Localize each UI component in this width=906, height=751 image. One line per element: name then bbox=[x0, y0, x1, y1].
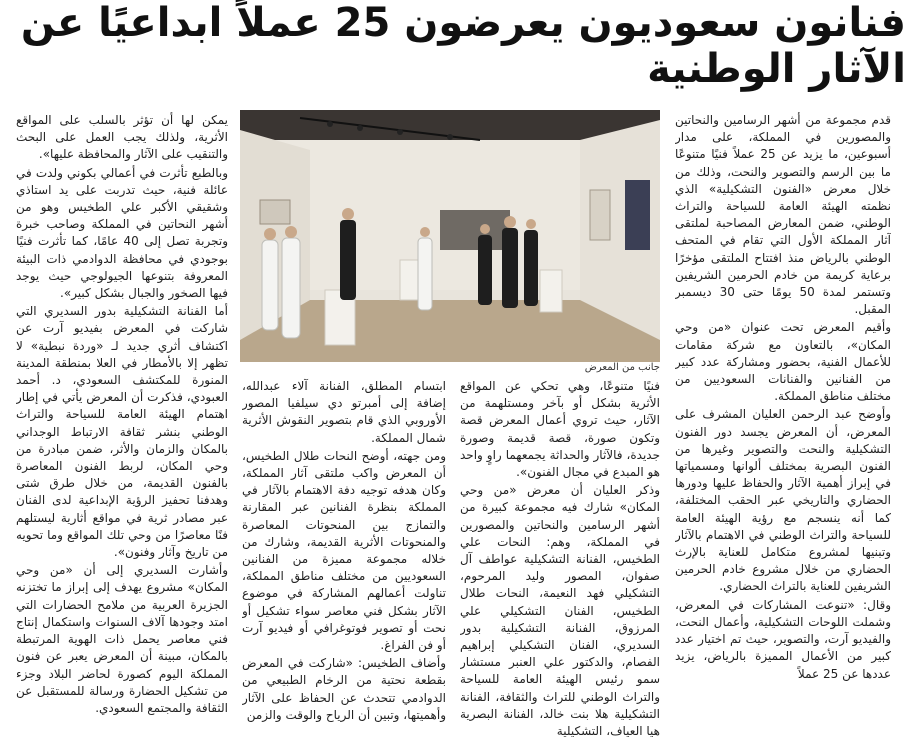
paragraph: وبالطبع تأثرت في أعمالي بكوني ولدت في عائلة فنية، حيث تدربت على يد استاذي وشقيقي الأكبر علي الطخيس وهو من أشهر النحاتين في المملكة وصاحب خبرة وتجربة تصل إلى 40 عامًا، كما تأثرت فنيًا بوجودي في محافظة الدوادمي ذات البيئة المعروفة بتنوعها الجيولوجي حيث يوجد فيها الصخور والجبال بشكل كبير». bbox=[16, 165, 228, 301]
article-column-4 bbox=[16, 112, 228, 748]
article-column-3 bbox=[242, 378, 446, 750]
exhibition-photo bbox=[240, 110, 660, 362]
paragraph: وأضاف الطخيس: «شاركت في المعرض بقطعة نحتية من الرخام الطبيعي من الدوادمي تتحدث عن الحفاظ على الآثار وأهميتها، وتبين أن الرياح والوقت والزمن bbox=[242, 656, 446, 722]
exhibition-photo-illustration bbox=[240, 110, 660, 362]
paragraph: ابتسام المطلق، الفنانة آلاء عبدالله، إضافة إلى أمبرتو دي سيلفيا المصور الأوروبي الذي قام بتصوير النقوش الأثرية شمال المملكة. bbox=[242, 379, 446, 445]
photo-caption: جانب من المعرض bbox=[584, 362, 660, 373]
paragraph: وذكر العليان أن معرض «من وحي المكان» شارك فيه مجموعة كبيرة من أشهر الرسامين والنحاتين والمصورين في المملكة، وهم: النحات علي الطخيس، الفنانة التشكيلية عواطف آل صفوان، المصور وليد المرحوم، التشكيلي فهد النعيمة، النحات طلال الطخيس، الفنان التشكيلي علي المرزوق، الفنانة التشكيلية بدور السديري، الفنان التشكيلي إبراهيم الفصام، والدكتور علي العنبر مستشار سمو رئيس الهيئة العامة للسياحة والتراث الوطني للتراث والثقافة، الفنانة التشكيلية هلا بنت خالد، الفنانة البصرية هيا العياف، التشكيلية bbox=[460, 483, 660, 739]
paragraph: أما الفنانة التشكيلية بدور السديري التي شاركت في المعرض بفيديو آرت عن اكتشاف أثري جديد لـ «وردة نبطية» لا تظهر إلا بالأمطار في العلا بمنطقة المدينة المنورة للمكتشف السعودي، د. أحمد العبودي، فذكرت أن المعرض يأتي في إطار اهتمام الهيئة العامة للسياحة والتراث الوطني بنشر ثقافة الارتباط الوجداني بالمكان والزمان والأثر، ضمن مبادرة من وحي المكان، لربط الفنون المعاصرة بالفنون القديمة، من خلال طرق شتى وهدفنا تحفيز الرؤية الإبداعية لدى الفنان عبر مصادر ثرية في مواقع أثارية ليستلهم فنًا معاصرًا من وحي تلك المواقع وما تحويه من تاريخ وآثار وفنون». bbox=[16, 304, 228, 560]
paragraph: وقال: «تنوعت المشاركات في المعرض، وشملت اللوحات التشكيلية، وأعمال النحت، والفيديو آرت، والتصوير، حيث تم اختيار عدد كبير من الأعمال المميزة بالرياض، يزيد عددها عن 25 عملاً bbox=[675, 597, 891, 681]
photo-floor bbox=[240, 300, 660, 362]
headline: فنانون سعوديون يعرضون 25 عملاً ابداعيًا عن الآثار الوطنية bbox=[20, 0, 906, 92]
article-column-1 bbox=[675, 112, 891, 748]
paragraph: يمكن لها أن تؤثر بالسلب على المواقع الأثرية، ولذلك يجب العمل على البحث والتنقيب على الآثار والمحافظة عليها». bbox=[16, 113, 228, 162]
paragraph: وأقيم المعرض تحت عنوان «من وحي المكان»، بالتعاون مع شركة مقامات للأعمال الفنية، بحضور ومشاركة عدد كبير من الفنانين والفنانات السعوديين من مختلف مناطق المملكة. bbox=[675, 320, 891, 404]
article-column-2 bbox=[460, 378, 660, 750]
paragraph: وأشارت السديري إلى أن «من وحي المكان» مشروع يهدف إلى إبراز ما تختزنه الجزيرة العربية من ملامح الحضارات التي امتد وجودها آلاف السنوات واستكمال إنتاج فني معاصر يحمل ذات الهوية المرتبطة بالمكان، مبينة أن المعرض يعبر عن فنون المملكة اليوم كصورة لحاضر البلاد وجزء من تشكيل الحضارة ورسالة للمستقبل عن الثقافة والمجتمع السعودي. bbox=[16, 563, 228, 715]
paragraph: فنيًا متنوعًا، وهي تحكي عن المواقع الأثرية بشكل أو بآخر ومستلهمة من الآثار، حيث تروي أعمال المعرض قصة وتكون صورة، قصة قديمة وصورة جديدة، فالآثار والحداثة يجمعهما راوٍ واحد هو المبدع في مجال الفنون». bbox=[460, 379, 660, 480]
paragraph: وأوضح عبد الرحمن العليان المشرف على المعرض، أن المعرض يجسد دور الفنون التشكيلية والنحت والتصوير وغيرها من الفنون البصرية بمختلف ألوانها ومسمياتها في إبراز أهمية الآثار والحفاظ عليها ودورها الحضاري والتاريخي عبر الحقب المختلفة، كما أنه ينسجم مع رؤية الهيئة العامة للسياحة والتراث الوطني في الاهتمام بالآثار وتبنيها لمشروع متكامل للعناية بالإرث الحضاري من خلال مشروع خادم الحرمين الشريفين للعناية بالتراث الحضاري. bbox=[675, 407, 891, 594]
paragraph: قدم مجموعة من أشهر الرسامين والنحاتين والمصورين في المملكة، على مدار أسبوعين، ما يزيد عن 25 عملاً فنيًا متنوعًا ما بين الرسم والتصوير والنحت، وذلك من خلال معرض «الفنون التشكيلية» الذي نظمته الهيئة العامة للسياحة والتراث الوطني، ضمن المعارض المصاحبة لملتقى آثار المملكة الأول التي تقام في المتحف الوطني بالرياض منذ افتتاح الملتقى مؤخرًا برعاية كريمة من خادم الحرمين الشريفين وتستمر لمدة 50 يومًا حتى 30 ديسمبر المقبل. bbox=[675, 113, 891, 317]
paragraph: ومن جهته، أوضح النحات طلال الطخيس، أن المعرض واكب ملتقى آثار المملكة، وكان هدفه توجيه دفة الاهتمام بالآثار في المملكة بنظرة الفنانين عبر المقارنة والتمازج بين المنحوتات المعاصرة والمنحوتات الأثرية القديمة، وشارك من خلاله مجموعة مميزة من الفنانين السعوديين من مختلف مناطق المملكة، تناولت أعمالهم المشاركة في موضوع الآثار بشكل فني معاصر سواء تشكيل أو نحت أو تصوير فوتوغرافي أو فيديو آرت أو فن الفراغ. bbox=[242, 448, 446, 653]
